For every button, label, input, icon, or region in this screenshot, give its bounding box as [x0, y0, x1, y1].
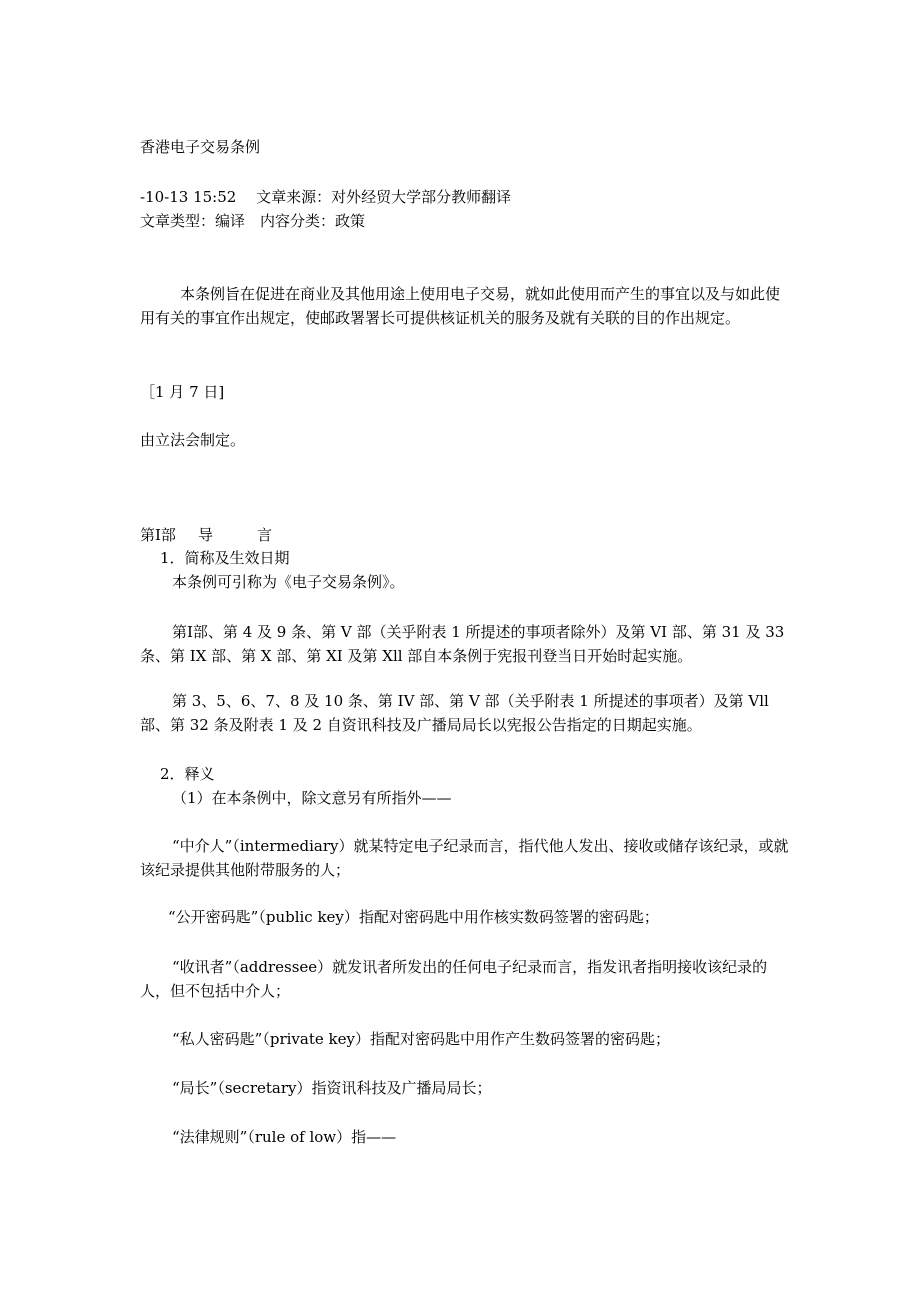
document-title: 香港电子交易条例 — [140, 138, 261, 156]
definition-public-key: “公开密码匙”（public key）指配对密码匙中用作核实数码签署的密码匙； — [168, 908, 659, 926]
part-label: 第Ⅰ部 — [140, 526, 176, 544]
definition-secretary: “局长”（secretary）指资讯科技及广播局局长； — [172, 1079, 492, 1097]
section-2-subsection-1: （1）在本条例中，除文意另有所指外—— — [172, 789, 452, 807]
meta-source-line: -10-13 15:52 文章来源：对外经贸大学部分教师翻译 — [140, 188, 512, 206]
preamble-paragraph: 本条例旨在促进在商业及其他用途上使用电子交易，就如此使用而产生的事宜以及与如此使用有关的事宜作出规定，使邮政署署长可提供核证机关的服务及就有关联的目的作出规定。 — [140, 285, 781, 327]
section-1-commencement-para: 第Ⅰ部、第 4 及 9 条、第 V 部（关乎附表 1 所提述的事项者除外）及第 VI 部、第 31 及 33 条、第 IX 部、第 X 部、第 XI 及第 Xll 部自本条例于宪报刊登当日开始时起实施。 — [140, 623, 785, 665]
section-1-text: 本条例可引称为《电子交易条例》。 — [172, 573, 405, 591]
definition-intermediary: “中介人”（intermediary）就某特定电子纪录而言，指代他人发出、接收或储存该纪录，或就该纪录提供其他附带服务的人； — [140, 837, 789, 879]
part-title-char-1: 导 — [197, 526, 213, 544]
date-bracket: ［1 月 7 日] — [140, 383, 225, 401]
definition-addressee: “收讯者”（addressee）就发讯者所发出的任何电子纪录而言，指发讯者指明接收该纪录的人，但不包括中介人； — [140, 958, 768, 1000]
part-title-char-2: 言 — [256, 526, 272, 544]
part-heading — [140, 525, 272, 545]
section-1-heading: 1．简称及生效日期 — [160, 549, 290, 567]
meta-type-line: 文章类型：编译 内容分类：政策 — [140, 212, 366, 230]
definition-private-key: “私人密码匙”（private key）指配对密码匙中用作产生数码签署的密码匙； — [172, 1030, 670, 1048]
enacted-line: 由立法会制定。 — [140, 431, 246, 449]
section-2-heading: 2．释义 — [160, 765, 215, 783]
section-1-commencement-para-2: 第 3、5、6、7、8 及 10 条、第 IV 部、第 V 部（关乎附表 1 所提述的事项者）及第 Vll 部、第 32 条及附表 1 及 2 自资讯科技及广播局局长以宪报公告指定的日期起实施。 — [140, 692, 769, 734]
definition-rule-of-law: “法律规则”（rule of low）指—— — [172, 1128, 397, 1146]
